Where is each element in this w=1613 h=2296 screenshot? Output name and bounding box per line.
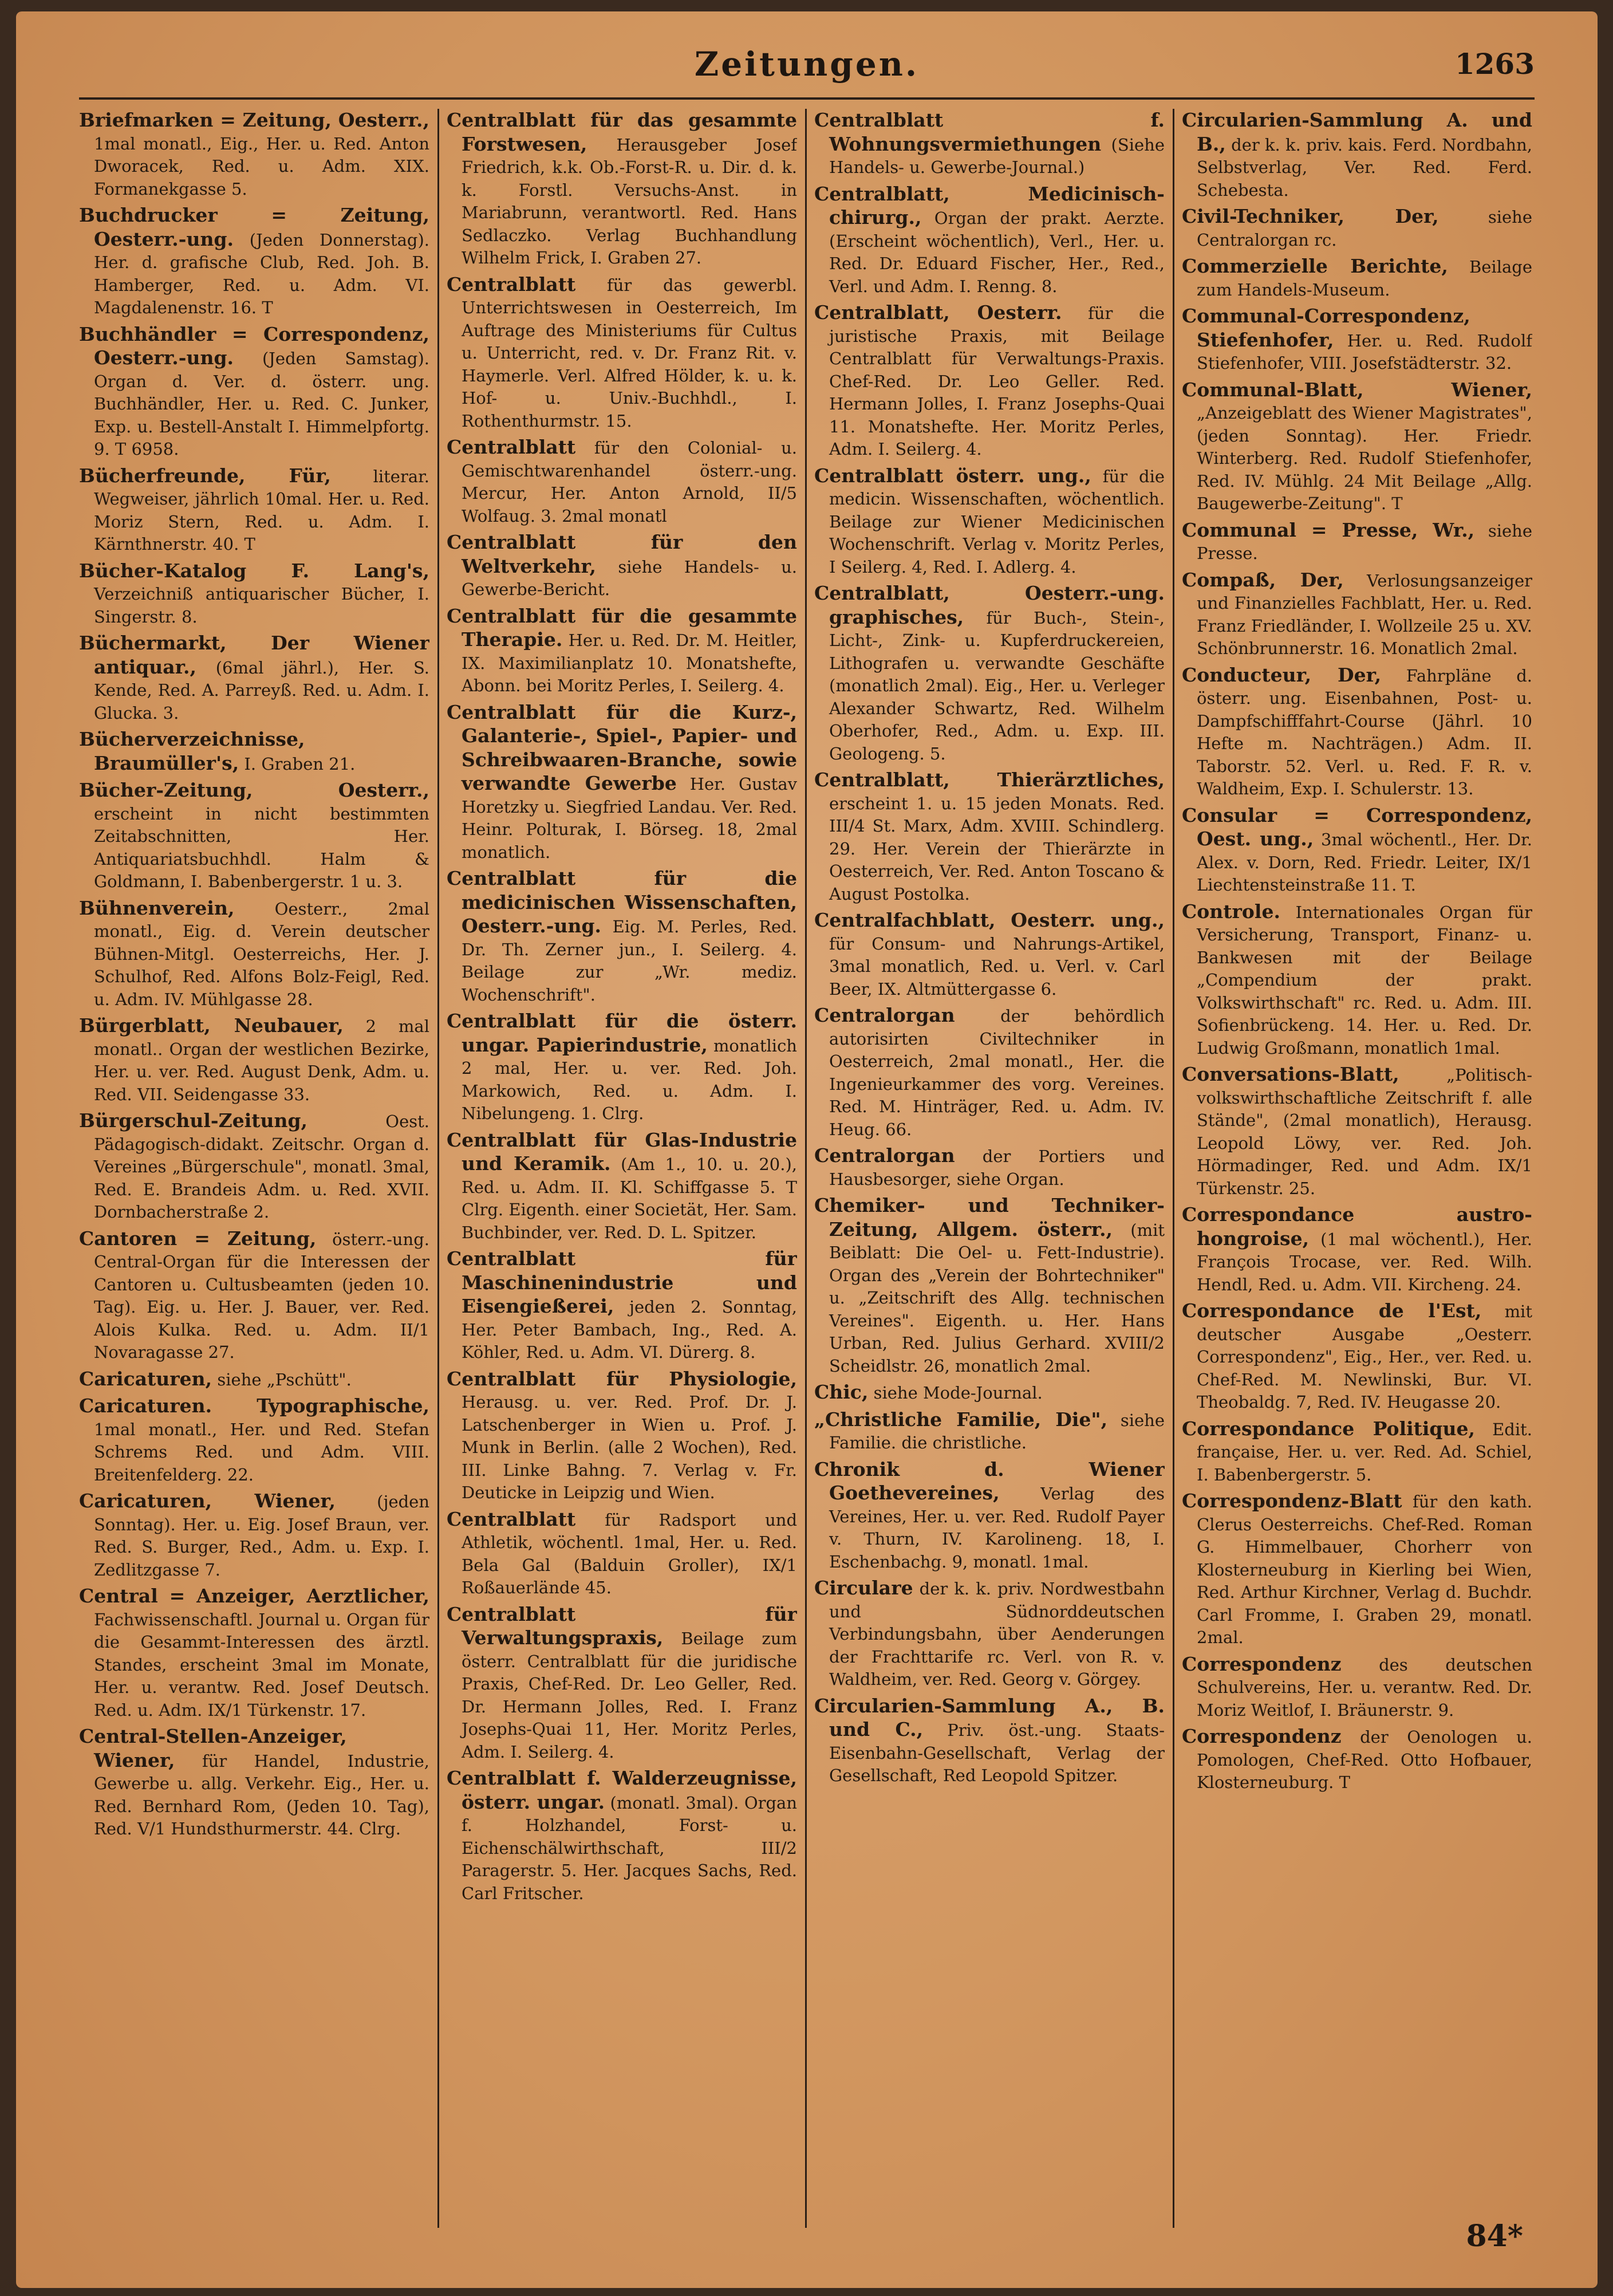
entry-text: „Anzeigeblatt des Wiener Magistrates", (jeden Sonntag). Her. Friedr. Winterberg. Red. Rudolf Stiefenhofer, Red. IV. Mühlg. 24 Mit Beilage „Allg. Baugewerbe-Zeitung". T xyxy=(1197,403,1532,513)
directory-entry xyxy=(447,1129,797,1245)
entry-title: Circularien-Sammlung A., B. und C., xyxy=(814,1694,1165,1740)
entry-title: Centralblatt f. Walderzeugnisse, österr. ungar. xyxy=(447,1767,797,1813)
entry-text: (1 mal wöchentl.), Her. François Trocase, ver. Red. Wilh. Hendl, Red. u. Adm. VII. Kircheng. 24. xyxy=(1197,1229,1532,1294)
entry-text: (Am 1., 10. u. 20.), Red. u. Adm. II. Kl. Schiffgasse 5. T Clrg. Eigenth. einer Societät, Her. Sam. Buchbinder, ver. Red. D. L. Spitzer. xyxy=(462,1155,797,1242)
directory-entry xyxy=(1182,664,1532,801)
entry-text: für die medicin. Wissenschaften, wöchentlich. Beilage zur Wiener Medicinischen Wochenschrift. Verlag v. Moritz Perles, I Seilerg. 4, Red. I. Adlerg. 4. xyxy=(829,466,1165,577)
entry-title: Centralblatt xyxy=(447,1507,576,1530)
entry-text: Her. u. Red. Rudolf Stiefenhofer, VIII. Josefstädterstr. 32. xyxy=(1197,330,1532,373)
entry-title: Briefmarken = Zeitung, Oesterr., xyxy=(79,109,429,131)
entry-title: Centralfachblatt, Oesterr. ung., xyxy=(814,909,1165,931)
entry-title: Correspondenz xyxy=(1182,1652,1342,1675)
entry-title: Compaß, Der, xyxy=(1182,568,1344,591)
entry-title: Circulare xyxy=(814,1577,913,1599)
entry-title: Central = Anzeiger, Aerztlicher, xyxy=(79,1585,429,1607)
entry-title: Centralblatt für Glas-Industrie und Keramik. xyxy=(447,1128,797,1175)
entry-title: Correspondance de l'Est, xyxy=(1182,1299,1482,1322)
entry-text: für Radsport und Athletik, wöchentl. 1mal, Her. u. Red. Bela Gal (Balduin Groller), IX/1 Roßauerlände 45. xyxy=(462,1510,797,1597)
entry-text: (jeden Sonntag). Her. u. Eig. Josef Braun, ver. Red. S. Burger, Red., Adm. u. Exp. I. Zedlitzgasse 7. xyxy=(94,1492,429,1580)
entry-text: Edit. française, Her. u. ver. Red. Ad. Schiel, I. Babenbergerstr. 5. xyxy=(1197,1419,1532,1484)
column-2 xyxy=(447,109,797,2251)
entry-title: Communal-Correspondenz, Stiefenhofer, xyxy=(1182,305,1470,351)
directory-entry xyxy=(447,1603,797,1764)
entry-text: der behördlich autorisirten Civiltechniker in Oesterreich, 2mal monatl., Her. die Ingenieurkammer des vorg. Vereines. Red. M. Hinträger, Red. u. Adm. IV. Heug. 66. xyxy=(829,1006,1165,1139)
directory-entry xyxy=(79,1109,429,1224)
entry-title: Centralblatt, Oesterr.-ung. graphisches, xyxy=(814,582,1165,628)
directory-entry xyxy=(79,728,429,775)
directory-entry xyxy=(814,109,1165,179)
column-1 xyxy=(79,109,429,2251)
entry-title: Bühnenverein, xyxy=(79,896,235,919)
entry-text: 3mal wöchentl., Her. Dr. Alex. v. Dorn, Red. Friedr. Leiter, IX/1 Liechtensteinstraße 11. T. xyxy=(1197,830,1532,895)
entry-title: Bürgerschul-Zeitung, xyxy=(79,1109,308,1132)
directory-entry xyxy=(447,605,797,698)
entry-text: Her. u. Red. Dr. M. Heitler, IX. Maximilianplatz 10. Monatshefte, Abonn. bei Moritz Perles, I. Seilerg. 4. xyxy=(462,631,797,695)
directory-entry xyxy=(79,632,429,724)
entry-title: Centralblatt, Medicinisch-chirurg., xyxy=(814,182,1165,229)
entry-title: Conducteur, Der, xyxy=(1182,663,1382,686)
directory-entry xyxy=(1182,1063,1532,1200)
entry-text: siehe Presse. xyxy=(1197,521,1532,563)
directory-entry xyxy=(447,531,797,601)
directory-entry xyxy=(79,109,429,200)
directory-entry xyxy=(447,867,797,1006)
column-3 xyxy=(814,109,1165,2251)
entry-text: des deutschen Schulvereins, Her. u. verantw. Red. Dr. Moriz Weitlof, I. Bräunerstr. 9. xyxy=(1197,1655,1532,1720)
directory-entry xyxy=(814,1194,1165,1377)
entry-text: Fahrpläne d. österr. ung. Eisenbahnen, Post- u. Dampfschifffahrt-Course (Jährl. 10 Hefte m. Nachträgen.) Adm. II. Taborstr. 52. Verl. u. Red. F. R. v. Waldheim, Exp. I. Schulerstr. 13. xyxy=(1197,665,1532,798)
entry-title: Circularien-Sammlung A. und B., xyxy=(1182,109,1532,155)
entry-title: Commerzielle Berichte, xyxy=(1182,255,1448,277)
entry-text: Oest. Pädagogisch-didakt. Zeitschr. Organ d. Vereines „Bürgerschule", monatl. 3mal, Red. E. Brandeis Adm. u. Red. XVII. Dornbacherstraße 2. xyxy=(94,1112,429,1222)
directory-entry xyxy=(447,1368,797,1505)
column-divider xyxy=(437,109,439,2228)
directory-entry xyxy=(1182,519,1532,565)
entry-text: der Oenologen u. Pomologen, Chef-Red. Otto Hofbauer, Klosterneuburg. T xyxy=(1197,1727,1532,1792)
directory-entry xyxy=(447,701,797,864)
directory-entry xyxy=(814,1004,1165,1141)
directory-entry xyxy=(447,1247,797,1364)
directory-entry xyxy=(814,1381,1165,1405)
entry-text: der k. k. priv. kais. Ferd. Nordbahn, Selbstverlag, Ver. Red. Ferd. Schebesta. xyxy=(1197,135,1532,200)
directory-entry xyxy=(79,779,429,893)
directory-entry xyxy=(1182,305,1532,375)
entry-text: siehe Mode-Journal. xyxy=(873,1383,1043,1403)
entry-title: Centralblatt für die österr. ungar. Papierindustrie, xyxy=(447,1010,797,1056)
directory-entry xyxy=(79,204,429,320)
entry-text: österr.-ung. Central-Organ für die Interessen der Cantoren u. Cultusbeamten (jeden 10. Tag). Eig. u. Her. J. Bauer, ver. Red. Alois Kulka. Red. u. Adm. II/1 Novaragasse 27. xyxy=(94,1229,429,1362)
entry-text: für das gewerbl. Unterrichtswesen in Oesterreich, Im Auftrage des Ministeriums für Cultus u. Unterricht, red. v. Dr. Franz Rit. v. Haymerle. Verl. Alfred Hölder, k. u. k. Hof- u. Univ.-Buchhdl., I. Rothenthurmstr. 15. xyxy=(462,275,797,431)
entry-text: Fachwissenschaftl. Journal u. Organ für die Gesammt-Interessen des ärztl. Standes, erscheint 3mal im Monate, Her. u. verantw. Red. Josef Deutsch. Red. u. Adm. IX/1 Türkenstr. 17. xyxy=(94,1609,429,1720)
directory-entry xyxy=(814,909,1165,1001)
entry-text: erscheint in nicht bestimmten Zeitabschnitten, Her. Antiquariatsbuchhdl. Halm & Goldmann, I. Babenbergerstr. 1 u. 3. xyxy=(94,804,429,891)
directory-entry xyxy=(79,1014,429,1106)
entry-text: (Siehe Handels- u. Gewerbe-Journal.) xyxy=(829,135,1165,177)
entry-text: Herausgeber Josef Friedrich, k.k. Ob.-Forst-R. u. Dir. d. k. k. Forstl. Versuchs-Anst. in Mariabrunn, verantwortl. Red. Hans Sedlaczko. Verlag Buchhandlung Wilhelm Frick, I. Graben 27. xyxy=(462,135,797,267)
directory-entry xyxy=(814,582,1165,765)
page-title: Zeitungen. xyxy=(694,45,920,84)
entry-text: Oesterr., 2mal monatl., Eig. d. Verein deutscher Bühnen-Mitgl. Oesterreichs, Her. J. Schulhof, Red. Alfons Bolz-Feigl, Red. u. Adm. IV. Mühlgasse 28. xyxy=(94,899,429,1009)
directory-entry xyxy=(447,109,797,270)
entry-text: für Buch-, Stein-, Licht-, Zink- u. Kupferdruckereien, Lithografen u. verwandte Geschäfte (monatlich 2mal). Eig., Her. u. Verleger Alexander Schwartz, Red. Wilhelm Oberhofer, Red., Adm. u. Exp. III. Geologeng. 5. xyxy=(829,608,1165,763)
entry-title: Centralblatt österr. ung., xyxy=(814,464,1091,487)
entry-title: Cantoren = Zeitung, xyxy=(79,1227,317,1250)
entry-text: mit deutscher Ausgabe „Oesterr. Correspondenz", Eig., Her., ver. Red. u. Chef-Red. M. Newlinski, Bur. VI. Theobaldg. 7, Red. IV. Heugasse 20. xyxy=(1197,1302,1532,1412)
directory-entry xyxy=(79,1725,429,1841)
entry-title: „Christliche Familie, Die", xyxy=(814,1408,1108,1431)
entry-title: Centralorgan xyxy=(814,1004,955,1026)
entry-title: Correspondance austro-hongroise, xyxy=(1182,1203,1532,1250)
entry-title: Controle. xyxy=(1182,900,1280,923)
entry-text: Beilage zum Handels-Museum. xyxy=(1197,257,1532,300)
entry-text: Organ der prakt. Aerzte. (Erscheint wöchentlich), Verl., Her. u. Red. Dr. Eduard Fischer, Her., Red., Verl. und Adm. I. Renng. 8. xyxy=(829,208,1165,296)
directory-entry xyxy=(814,1408,1165,1455)
entry-text: erscheint 1. u. 15 jeden Monats. Red. III/4 St. Marx, Adm. XVIII. Schindlerg. 29. Her. Verein der Thierärzte in Oesterreich, Ver. Red. Anton Toscano & August Postolka. xyxy=(829,793,1165,904)
entry-title: Central-Stellen-Anzeiger, Wiener, xyxy=(79,1725,347,1771)
directory-entry xyxy=(447,436,797,527)
signature-mark: 84* xyxy=(1466,2219,1523,2254)
entry-text: für die juristische Praxis, mit Beilage Centralblatt für Verwaltungs-Praxis. Chef-Red. Dr. Leo Geller. Red. Hermann Jolles, I. Franz Josephs-Quai 11. Monatshefte. Her. Moritz Perles, Adm. I. Seilerg. 4. xyxy=(829,304,1165,459)
entry-title: Centralblatt xyxy=(447,273,576,296)
entry-text: der k. k. priv. Nordwestbahn und Südnorddeutschen Verbindungsbahn, über Aenderungen der Frachttarife rc. Verl. von R. v. Waldheim, ver. Red. Georg v. Görgey. xyxy=(829,1579,1165,1689)
directory-entry xyxy=(814,1577,1165,1691)
entry-text: Eig. M. Perles, Red. Dr. Th. Zerner jun., I. Seilerg. 4. Beilage zur „Wr. mediz. Wochenschrift". xyxy=(462,917,797,1005)
entry-text: monatlich 2 mal, Her. u. ver. Red. Joh. Markowich, Red. u. Adm. I. Nibelungeng. 1. Clrg. xyxy=(462,1035,797,1123)
entry-text: jeden 2. Sonntag, Her. Peter Bambach, Ing., Red. A. Köhler, Red. u. Adm. VI. Dürerg. 8. xyxy=(462,1297,797,1362)
entry-title: Bücher-Katalog F. Lang's, xyxy=(79,559,429,582)
entry-title: Centralblatt, Oesterr. xyxy=(814,301,1062,324)
entry-text: literar. Wegweiser, jährlich 10mal. Her. u. Red. Moriz Stern, Red. u. Adm. I. Kärnthnerstr. 40. T xyxy=(94,466,429,554)
directory-entry xyxy=(79,1585,429,1722)
directory-entry xyxy=(1182,1653,1532,1722)
entry-title: Centralblatt für das gesammte Forstwesen, xyxy=(447,109,797,155)
directory-entry xyxy=(79,323,429,461)
entry-title: Büchermarkt, Der Wiener antiquar., xyxy=(79,632,429,678)
directory-entry xyxy=(1182,205,1532,251)
entry-text: siehe Handels- u. Gewerbe-Bericht. xyxy=(462,557,797,599)
directory-entry xyxy=(1182,255,1532,301)
directory-entry xyxy=(1182,804,1532,897)
entry-title: Centralblatt für die gesammte Therapie. xyxy=(447,604,797,651)
directory-entry xyxy=(814,1144,1165,1191)
directory-entry xyxy=(814,183,1165,298)
directory-entry xyxy=(1182,1417,1532,1487)
page-header xyxy=(16,45,1598,90)
entry-title: Centralblatt für Verwaltungspraxis, xyxy=(447,1602,797,1649)
directory-entry xyxy=(814,301,1165,461)
entry-title: Conversations-Blatt, xyxy=(1182,1063,1399,1085)
entry-text: siehe Familie. die christliche. xyxy=(829,1410,1165,1452)
page-sheet xyxy=(16,11,1598,2288)
entry-text: Verlosungsanzeiger und Finanzielles Fachblatt, Her. u. Red. Franz Friedländer, I. Wollzeile 25 u. XV. Schönbrunnerstr. 16. Monatlich 2mal. xyxy=(1197,570,1532,658)
entry-text: 2 mal monatl.. Organ der westlichen Bezirke, Her. u. ver. Red. August Denk, Adm. u. Red. VII. Seidengasse 33. xyxy=(94,1017,429,1104)
entry-title: Chic, xyxy=(814,1381,869,1403)
entry-title: Civil-Techniker, Der, xyxy=(1182,205,1439,227)
entry-text: der Portiers und Hausbesorger, siehe Organ. xyxy=(829,1147,1165,1189)
directory-entry xyxy=(79,1490,429,1581)
directory-entry xyxy=(814,464,1165,579)
entry-text: für den kath. Clerus Oesterreichs. Chef-Red. Roman G. Himmelbauer, Chorherr von Klosterneuburg in Kierling bei Wien, Red. Arthur Kirchner, Verlag d. Buchdr. Carl Fromme, I. Graben 29, monatl. 2mal. xyxy=(1197,1492,1532,1647)
entry-title: Bücherverzeichnisse, Braumüller's, xyxy=(79,728,305,774)
column-divider xyxy=(1173,109,1174,2228)
directory-entry xyxy=(1182,900,1532,1060)
entry-title: Centralblatt für die medicinischen Wissenschaften, Oesterr.-ung. xyxy=(447,867,797,937)
entry-text: Herausg. u. ver. Red. Prof. Dr. J. Latschenberger in Wien u. Prof. J. Munk in Berlin. (alle 2 Wochen), Red. III. Linke Bahng. 7. Verlag v. Fr. Deuticke in Leipzig und Wien. xyxy=(462,1392,797,1502)
page-number: 1263 xyxy=(1454,47,1535,81)
column-divider xyxy=(805,109,807,2228)
entry-text: „Politisch-volkswirthschaftliche Zeitschrift f. alle Stände", (2mal monatlich), Herausg. Leopold Löwy, ver. Red. Joh. Hörmadinger, Red. und Adm. IX/1 Türkenstr. 25. xyxy=(1197,1065,1532,1198)
directory-entry xyxy=(79,1368,429,1392)
directory-entry xyxy=(1182,1725,1532,1794)
directory-entry xyxy=(1182,379,1532,515)
entry-title: Correspondenz-Blatt xyxy=(1182,1490,1402,1512)
header-rule xyxy=(79,97,1535,100)
entry-text: Internationales Organ für Versicherung, Transport, Finanz- u. Bankwesen mit der Beilage „Compendium der prakt. Volkswirthschaft" rc. Red. u. Adm. III. Sofienbrückeng. 14. Her. u. Red. Dr. Ludwig Großmann, monatlich 1mal. xyxy=(1197,902,1532,1058)
entry-text: I. Graben 21. xyxy=(244,754,356,774)
entry-title: Centralblatt xyxy=(447,436,576,458)
entry-title: Correspondance Politique, xyxy=(1182,1417,1475,1440)
directory-entry xyxy=(79,1227,429,1364)
directory-entry xyxy=(447,1767,797,1905)
entry-text: für Handel, Industrie, Gewerbe u. allg. Verkehr. Eig., Her. u. Red. Bernhard Rom, (Jeden 10. Tag), Red. V/1 Hundsthurmerstr. 44. Clrg. xyxy=(94,1751,429,1838)
entry-title: Communal = Presse, Wr., xyxy=(1182,518,1475,541)
entry-text: für Consum- und Nahrungs-Artikel, 3mal monatlich, Red. u. Verl. v. Carl Beer, IX. Altmüttergasse 6. xyxy=(829,934,1165,999)
entry-title: Chemiker- und Techniker-Zeitung, Allgem. österr., xyxy=(814,1194,1165,1240)
entry-text: siehe Centralorgan rc. xyxy=(1197,207,1532,250)
entry-title: Bücherfreunde, Für, xyxy=(79,464,331,487)
entry-title: Centralblatt für Maschinenindustrie und Eisengießerei, xyxy=(447,1247,797,1317)
entry-text: siehe „Pschütt". xyxy=(217,1369,352,1389)
entry-title: Centralblatt für den Weltverkehr, xyxy=(447,531,797,577)
directory-entry xyxy=(1182,1203,1532,1296)
entry-title: Communal-Blatt, Wiener, xyxy=(1182,378,1532,401)
directory-entry xyxy=(447,1508,797,1600)
entry-text: Verzeichniß antiquarischer Bücher, I. Singerstr. 8. xyxy=(94,584,429,627)
directory-entry xyxy=(1182,1490,1532,1649)
directory-entry xyxy=(79,464,429,556)
directory-entry xyxy=(79,897,429,1011)
entry-text: Verlag des Vereines, Her. u. ver. Red. Rudolf Payer v. Thurn, IV. Karolineng. 18, I. Eschenbachg. 9, monatl. 1mal. xyxy=(829,1484,1165,1572)
entry-title: Centralblatt, Thierärztliches, xyxy=(814,769,1165,791)
directory-entry xyxy=(814,1695,1165,1787)
entry-title: Centralblatt für Physiologie, xyxy=(447,1367,797,1390)
directory-entry xyxy=(1182,1299,1532,1414)
entry-text: (Jeden Donnerstag). Her. d. grafische Club, Red. Joh. B. Hamberger, Red. u. Adm. VI. Magdalenenstr. 16. T xyxy=(94,230,429,317)
directory-entry xyxy=(1182,109,1532,202)
entry-title: Bürgerblatt, Neubauer, xyxy=(79,1014,344,1037)
directory-entry xyxy=(447,273,797,433)
entry-text: (mit Beiblatt: Die Oel- u. Fett-Industrie). Organ des „Verein der Bohrtechniker" u. „Zeitschrift des Allg. technischen Vereines". Eigenth. u. Her. Hans Urban, Red. Julius Gerhard. XVIII/2 Scheidlstr. 26, monatlich 2mal. xyxy=(829,1220,1165,1376)
entry-text: 1mal monatl., Her. und Red. Stefan Schrems Red. und Adm. VIII. Breitenfelderg. 22. xyxy=(94,1419,429,1484)
entry-title: Centralorgan xyxy=(814,1144,955,1167)
entry-title: Centralblatt f. Wohnungsvermiethungen xyxy=(814,109,1165,155)
entry-text: (6mal jährl.), Her. S. Kende, Red. A. Parreyß. Red. u. Adm. I. Glucka. 3. xyxy=(94,657,429,723)
directory-entry xyxy=(447,1010,797,1125)
entry-title: Buchdrucker = Zeitung, Oesterr.-ung. xyxy=(79,204,429,250)
directory-entry xyxy=(814,769,1165,905)
entry-title: Consular = Correspondenz, Oest. ung., xyxy=(1182,804,1532,850)
entry-title: Caricaturen. Typographische, xyxy=(79,1395,429,1417)
entry-text: 1mal monatl., Eig., Her. u. Red. Anton Dworacek, Red. u. Adm. XIX. Formanekgasse 5. xyxy=(94,133,429,199)
entry-text: Her. Gustav Horetzky u. Siegfried Landau. Ver. Red. Heinr. Polturak, I. Börseg. 18, 2mal monatlich. xyxy=(462,774,797,862)
directory-entry xyxy=(814,1458,1165,1574)
directory-entry xyxy=(79,1395,429,1486)
entry-title: Chronik d. Wiener Goethevereines, xyxy=(814,1458,1165,1504)
entry-text: Beilage zum österr. Centralblatt für die juridische Praxis, Chef-Red. Dr. Leo Geller, Red. Dr. Hermann Jolles, Red. I. Franz Josephs-Quai 11, Her. Moritz Perles, Adm. I. Seilerg. 4. xyxy=(462,1629,797,1762)
entry-text: Priv. öst.-ung. Staats-Eisenbahn-Gesellschaft, Verlag der Gesellschaft, Red Leopold Spitzer. xyxy=(829,1720,1165,1785)
entry-title: Caricaturen, Wiener, xyxy=(79,1490,336,1512)
entry-title: Caricaturen, xyxy=(79,1367,212,1390)
entry-title: Bücher-Zeitung, Oesterr., xyxy=(79,779,429,801)
directory-entry xyxy=(1182,569,1532,660)
entry-title: Centralblatt für die Kurz-, Galanterie-, Spiel-, Papier- und Schreibwaaren-Branche, sowie verwandte Gewerbe xyxy=(447,700,797,794)
entry-title: Correspondenz xyxy=(1182,1725,1342,1747)
entry-text: (monatl. 3mal). Organ f. Holzhandel, Forst- u. Eichenschälwirthschaft, III/2 Paragerstr. 5. Her. Jacques Sachs, Red. Carl Fritscher. xyxy=(462,1793,797,1903)
entry-text: für den Colonial- u. Gemischtwarenhandel österr.-ung. Mercur, Her. Anton Arnold, II/5 Wolfaug. 3. 2mal monatl xyxy=(462,438,797,526)
directory-entry xyxy=(79,560,429,629)
entry-title: Buchhändler = Correspondenz, Oesterr.-ung. xyxy=(79,322,429,369)
entry-text: (Jeden Samstag). Organ d. Ver. d. österr. ung. Buchhändler, Her. u. Red. C. Junker, Exp. u. Bestell-Anstalt I. Himmelpfortg. 9. T 6958. xyxy=(94,349,429,459)
column-4 xyxy=(1182,109,1532,2251)
